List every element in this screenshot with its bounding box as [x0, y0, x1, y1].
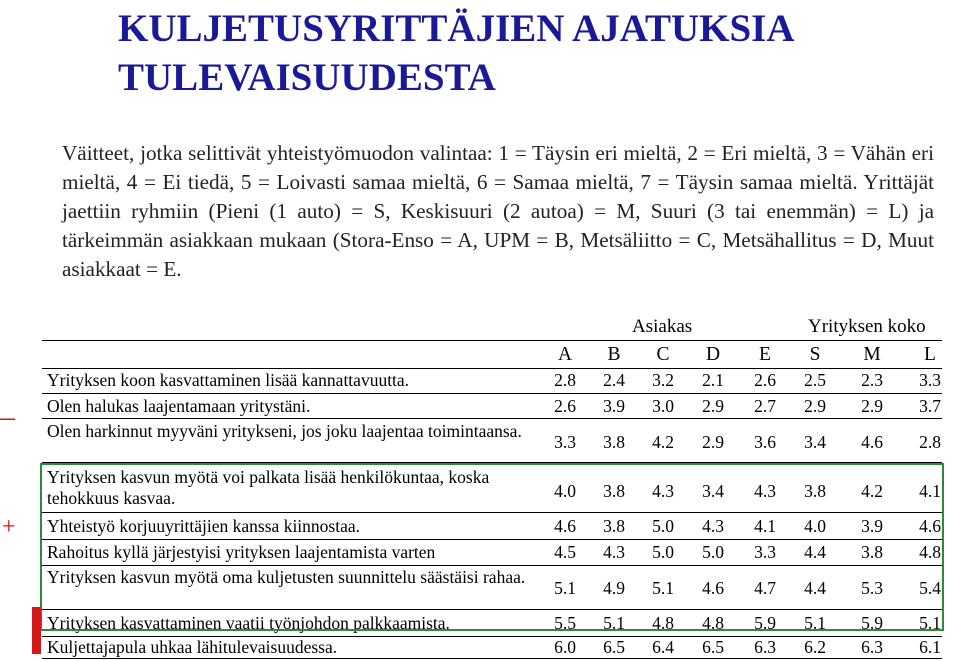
row-label: Yrityksen koon kasvattaminen lisää kannattavuutta. [47, 370, 410, 390]
column-header: S [809, 344, 821, 365]
table-cell: 2.1 [702, 370, 724, 390]
table-cell: 5.3 [861, 578, 883, 598]
table-cell: 3.6 [754, 432, 776, 452]
column-header: D [705, 344, 721, 365]
table-cell: 5.0 [652, 542, 674, 562]
table-cell: 4.7 [754, 578, 776, 598]
row-label: Yrityksen kasvattaminen vaatii työnjohdon palkkaamista. [47, 613, 450, 633]
row-label: Olen halukas laajentamaan yritystäni. [47, 396, 311, 416]
row-rule [42, 393, 942, 394]
table-cell: 4.8 [702, 613, 724, 633]
row-label: Olen harkinnut myyväni yritykseni, jos joku laajentaa toimintaansa. [47, 421, 522, 441]
table-cell: 4.6 [919, 516, 941, 536]
table-cell: 5.1 [652, 578, 674, 598]
table-cell: 2.7 [754, 396, 776, 416]
table-cell: 4.6 [702, 578, 724, 598]
table-cell: 6.2 [804, 637, 826, 657]
customer-group-header: Asiakas [632, 316, 693, 337]
column-header: B [607, 344, 621, 365]
page-title: KULJETUSYRITTÄJIEN AJATUKSIA TULEVAISUUDESTA [118, 7, 793, 99]
table-cell: 5.9 [754, 613, 776, 633]
table-top-rule [42, 340, 942, 341]
table-cell: 4.4 [804, 542, 826, 562]
table-cell: 3.0 [652, 396, 674, 416]
table-cell: 4.0 [804, 516, 826, 536]
table-cell: 5.1 [919, 613, 941, 633]
table-cell: 4.6 [861, 432, 883, 452]
table-cell: 3.4 [804, 432, 826, 452]
highlight-box [40, 463, 944, 631]
table-cell: 4.9 [603, 578, 625, 598]
table-cell: 3.4 [702, 481, 724, 501]
table-cell: 3.8 [603, 516, 625, 536]
table-cell: 2.4 [603, 370, 625, 390]
table-cell: 5.1 [554, 578, 576, 598]
table-cell: 2.5 [804, 370, 826, 390]
red-marker-bar [32, 607, 41, 654]
table-cell: 6.3 [754, 637, 776, 657]
row-label: Kuljettajapula uhkaa lähitulevaisuudessa. [47, 637, 338, 657]
table-cell: 3.3 [554, 432, 576, 452]
table-cell: 3.2 [652, 370, 674, 390]
table-cell: 3.8 [603, 481, 625, 501]
table-cell: 4.5 [554, 542, 576, 562]
table-cell: 4.3 [754, 481, 776, 501]
table-cell: 4.8 [919, 542, 941, 562]
table-cell: 5.1 [804, 613, 826, 633]
table-cell: 4.2 [652, 432, 674, 452]
table-cell: 6.4 [652, 637, 674, 657]
table-cell: 3.9 [603, 396, 625, 416]
table-cell: 2.6 [554, 396, 576, 416]
column-header: A [557, 344, 573, 365]
table-cell: 2.9 [861, 396, 883, 416]
table-cell: 2.9 [702, 432, 724, 452]
table-cell: 5.0 [652, 516, 674, 536]
table-cell: 4.4 [804, 578, 826, 598]
table-cell: 6.3 [861, 637, 883, 657]
table-cell: 5.4 [919, 578, 941, 598]
row-label: Yrityksen kasvun myötä voi palkata lisää henkilökuntaa, koska tehokkuus kasvaa. [47, 467, 490, 508]
table-cell: 3.9 [861, 516, 883, 536]
row-label: Yhteistyö korjuuyrittäjien kanssa kiinnostaa. [47, 516, 361, 536]
table-cell: 3.7 [919, 396, 941, 416]
table-cell: 2.3 [861, 370, 883, 390]
table-cell: 4.2 [861, 481, 883, 501]
table-cell: 6.1 [919, 637, 941, 657]
table-cell: 3.8 [603, 432, 625, 452]
table-cell: 4.8 [652, 613, 674, 633]
plus-marker: + [2, 514, 16, 540]
table-cell: 4.1 [754, 516, 776, 536]
table-cell: 4.0 [554, 481, 576, 501]
table-cell: 2.8 [919, 432, 941, 452]
table-cell: 3.3 [754, 542, 776, 562]
table-cell: 2.8 [554, 370, 576, 390]
row-label: Yrityksen kasvun myötä oma kuljetusten suunnittelu säästäisi rahaa. [47, 567, 526, 587]
column-header: C [656, 344, 670, 365]
column-header: M [863, 344, 881, 365]
row-rule [42, 658, 942, 659]
table-cell: 6.0 [554, 637, 576, 657]
table-cell: 3.3 [919, 370, 941, 390]
table-cell: 2.9 [804, 396, 826, 416]
table-cell: 2.6 [754, 370, 776, 390]
table-cell: 5.1 [603, 613, 625, 633]
table-cell: 6.5 [702, 637, 724, 657]
table-cell: 4.3 [652, 481, 674, 501]
table-cell: 4.6 [554, 516, 576, 536]
column-header: E [759, 344, 771, 365]
intro-paragraph: Väitteet, jotka selittivät yhteistyömuodon valintaa: 1 = Täysin eri mieltä, 2 = Eri mieltä, 3 = Vähän eri mieltä, 4 = Ei tiedä, 5 = Loivasti samaa mieltä, 6 = Samaa mieltä, 7 = Täysin samaa mieltä. Yrittäjät jaettiin ryhmiin (Pieni (1 auto) = S, Keskisuuri (2 autoa) = M, Suuri (3 tai enemmän) = L) ja tärkeimmän asiakkaan mukaan (Stora-Enso = A, UPM = B, Metsäliitto = C, Metsähallitus = D, Muut asiakkaat = E. [62, 141, 934, 281]
table-cell: 5.0 [702, 542, 724, 562]
header-rule [42, 368, 942, 369]
table-cell: 3.8 [861, 542, 883, 562]
size-group-header: Yrityksen koko [808, 316, 926, 337]
table-cell: 5.9 [861, 613, 883, 633]
table-cell: 4.3 [702, 516, 724, 536]
minus-marker: – [0, 400, 15, 433]
table-cell: 4.3 [603, 542, 625, 562]
row-label: Rahoitus kyllä järjestyisi yrityksen laajentamista varten [47, 542, 436, 562]
table-cell: 3.8 [804, 481, 826, 501]
table-cell: 6.5 [603, 637, 625, 657]
table-cell: 4.1 [919, 481, 941, 501]
table-cell: 2.9 [702, 396, 724, 416]
row-rule [42, 418, 942, 419]
table-cell: 5.5 [554, 613, 576, 633]
column-header: L [924, 344, 936, 365]
